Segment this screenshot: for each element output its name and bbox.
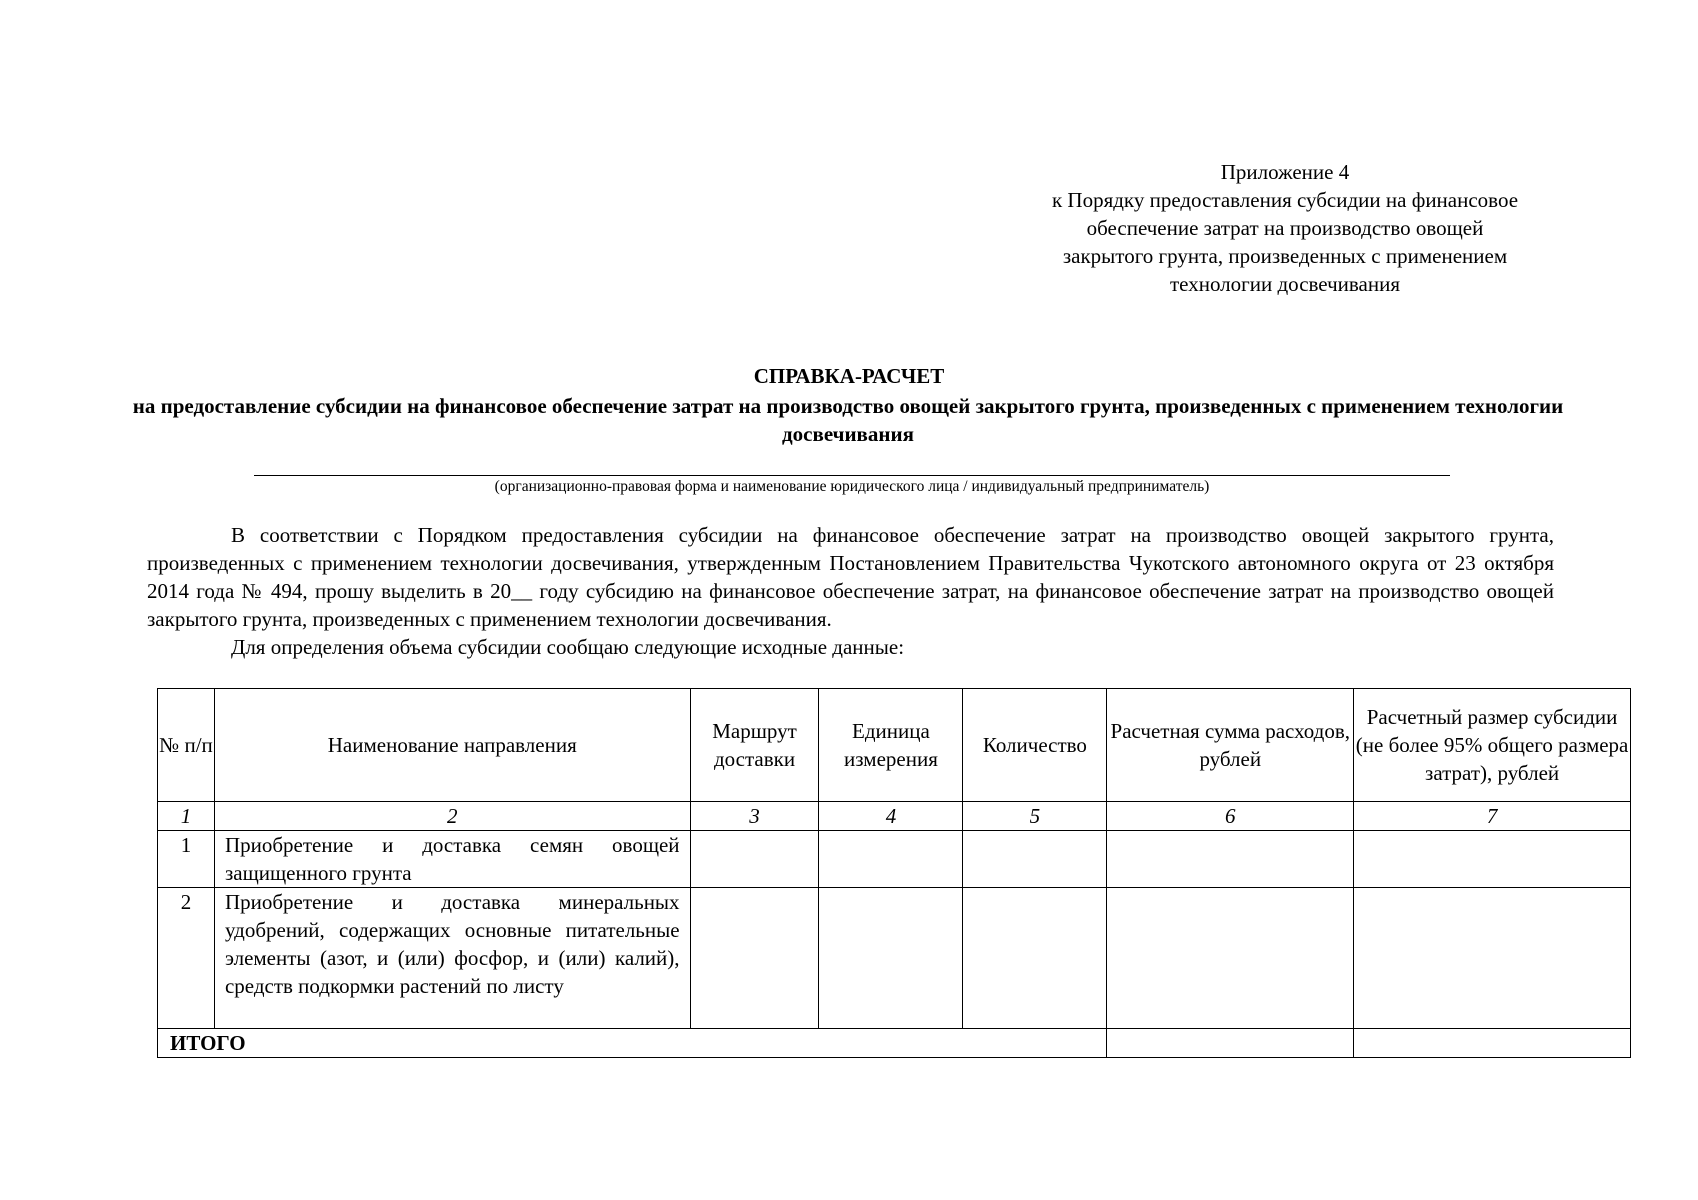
- header-unit: Единица измерения: [819, 689, 963, 802]
- column-number: 1: [158, 802, 215, 831]
- subsidy-cell[interactable]: [1354, 888, 1631, 1029]
- appendix-line: к Порядку предоставления субсидии на финансовое: [1051, 188, 1519, 212]
- sum-cell[interactable]: [1107, 831, 1354, 888]
- header-route: Маршрут доставки: [690, 689, 819, 802]
- column-number: 2: [214, 802, 690, 831]
- qty-cell[interactable]: [963, 888, 1107, 1029]
- header-qty: Количество: [963, 689, 1107, 802]
- sum-cell[interactable]: [1107, 888, 1354, 1029]
- request-paragraph: В соответствии с Порядком предоставления субсидии на финансовое обеспечение затрат на производство овощей закрытого грунта, произведенных с применением технологии досвечивания, утвержденным Постановлением Правительства Чукотского автономного округа от 23 октября 2014 года № 494, прошу выделить в 20__ году субсидию на финансовое обеспечение затрат, на финансовое обеспечение затрат на производство овощей закрытого грунта, произведенных с применением технологии досвечивания.: [147, 523, 1554, 631]
- calculation-table: [157, 688, 1631, 1058]
- column-number: 3: [690, 802, 819, 831]
- total-label: ИТОГО: [158, 1029, 1107, 1058]
- appendix-header: [1000, 158, 1570, 298]
- request-text: [147, 521, 1554, 661]
- applicant-blank-line[interactable]: [254, 475, 1450, 476]
- row-number: 2: [158, 888, 215, 1029]
- header-sum: Расчетная сумма расходов, рублей: [1107, 689, 1354, 802]
- column-number-row: [158, 802, 1631, 831]
- header-row: [158, 689, 1631, 802]
- row-number: 1: [158, 831, 215, 888]
- total-sum-cell[interactable]: [1107, 1029, 1354, 1058]
- column-number: 7: [1354, 802, 1631, 831]
- column-number: 5: [963, 802, 1107, 831]
- column-number: 6: [1107, 802, 1354, 831]
- document-subtitle: на предоставление субсидии на финансовое обеспечение затрат на производство овощей закрытого грунта, произведенных с применением технологии досвечивания: [132, 394, 1564, 446]
- header-num: № п/п: [158, 689, 215, 802]
- header-subsidy: Расчетный размер субсидии (не более 95% общего размера затрат), рублей: [1354, 689, 1631, 802]
- unit-cell[interactable]: [819, 831, 963, 888]
- route-cell[interactable]: [690, 831, 819, 888]
- subsidy-cell[interactable]: [1354, 831, 1631, 888]
- unit-cell[interactable]: [819, 888, 963, 1029]
- appendix-line: Приложение 4: [1220, 160, 1350, 184]
- header-name: Наименование направления: [214, 689, 690, 802]
- route-cell[interactable]: [690, 888, 819, 1029]
- appendix-line: закрытого грунта, произведенных с применением: [1062, 244, 1508, 268]
- document-title: СПРАВКА-РАСЧЕТ: [753, 364, 945, 388]
- applicant-blank-caption: (организационно-правовая форма и наименование юридического лица / индивидуальный предприниматель): [494, 478, 1210, 495]
- total-row: [158, 1029, 1631, 1058]
- row-name: Приобретение и доставка семян овощей защищенного грунта: [214, 831, 690, 888]
- qty-cell[interactable]: [963, 831, 1107, 888]
- appendix-line: технологии досвечивания: [1169, 272, 1400, 296]
- total-subsidy-cell[interactable]: [1354, 1029, 1631, 1058]
- row-name: Приобретение и доставка минеральных удобрений, содержащих основные питательные элементы (азот, и (или) фосфор, и (или) калий), средств подкормки растений по листу: [214, 888, 690, 1029]
- column-number: 4: [819, 802, 963, 831]
- table-row: [158, 888, 1631, 1029]
- table-row: [158, 831, 1631, 888]
- appendix-line: обеспечение затрат на производство овощей: [1086, 216, 1484, 240]
- intro-paragraph: Для определения объема субсидии сообщаю следующие исходные данные:: [231, 635, 905, 659]
